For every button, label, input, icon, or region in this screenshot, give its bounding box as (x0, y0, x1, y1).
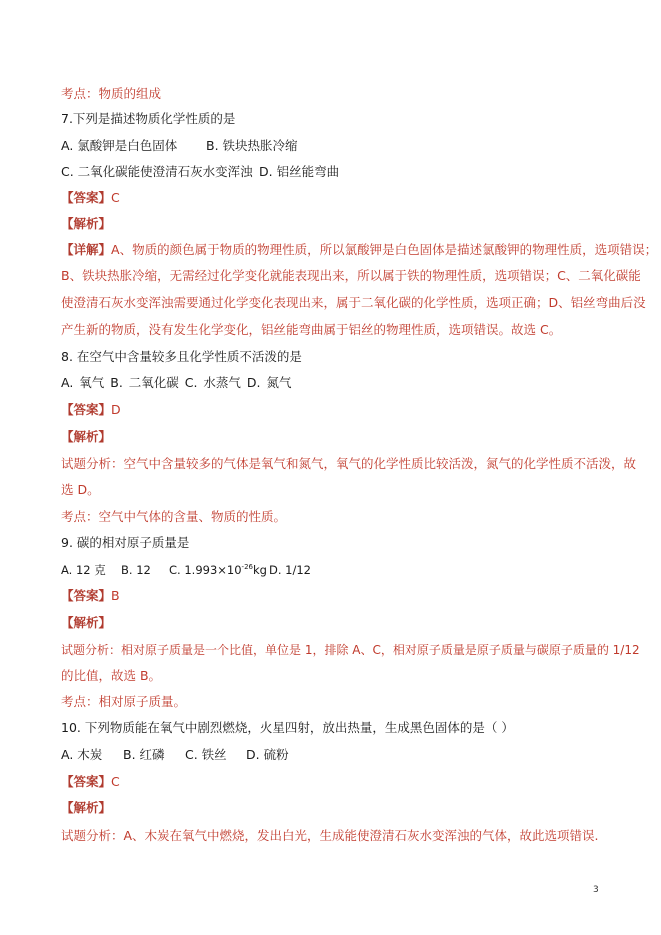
page-number: 3 (593, 885, 599, 895)
q7-option-c: C. 二氧化碳能使澄清石灰水变浑浊 (61, 164, 253, 179)
q7-stem: 7.下列是描述物质化学性质的是 (61, 111, 236, 126)
q10-option-d: D. 硫粉 (246, 747, 289, 762)
kaodian-text: 物质的组成 (98, 86, 162, 101)
q10-option-a: A. 木炭 (61, 747, 103, 762)
q8-analysis-line-2: 选 D。 (61, 482, 100, 497)
q9-option-c-base: C. 1.993×10 (169, 563, 242, 577)
q7-option-d: D. 铝丝能弯曲 (259, 164, 340, 179)
answer-value: D (111, 402, 121, 417)
q8-answer (61, 401, 121, 419)
q7-detail-line-3: 使澄清石灰水变浑浊需要通过化学变化表现出来，属于二氧化碳的化学性质，选项正确；D、铝丝弯曲后没 (61, 295, 646, 310)
q9-option-c-unit: kg (252, 563, 267, 577)
q7-detail-line-2: B、铁块热胀冷缩，无需经过化学变化就能表现出来，所以属于铁的物理性质，选项错误；C、二氧化碳能 (61, 268, 641, 283)
q9-option-a: A. 12 克 (61, 563, 106, 577)
answer-label: 【答案】 (61, 402, 112, 417)
detail-text: A、物质的颜色属于物质的物理性质，所以氯酸钾是白色固体是描述氯酸钾的物理性质，选项错误； (111, 242, 658, 257)
answer-label: 【答案】 (61, 588, 112, 603)
q9-option-c-exponent: -26 (241, 563, 253, 572)
q10-option-b: B. 红磷 (123, 747, 165, 762)
q7-options-row1 (61, 137, 298, 155)
q7-analysis-label: 【解析】 (61, 216, 112, 231)
kaodian-label: 考点： (61, 86, 99, 101)
q10-analysis-label: 【解析】 (61, 800, 112, 815)
q9-stem: 9. 碳的相对原子质量是 (61, 535, 190, 550)
q7-option-b: B. 铁块热胀冷缩 (206, 138, 298, 153)
q9-options (61, 561, 311, 579)
q8-options: A. 氧气 B. 二氧化碳 C. 水蒸气 D. 氮气 (61, 375, 292, 390)
q6-kaodian (61, 85, 161, 103)
q7-detail-line-1 (61, 241, 657, 259)
q8-analysis-line-1: 试题分析：空气中含量较多的气体是氧气和氮气，氧气的化学性质比较活泼，氮气的化学性质不活泼，故 (61, 456, 637, 471)
detail-label: 【详解】 (61, 242, 112, 257)
q9-analysis-label: 【解析】 (61, 615, 112, 630)
q7-answer (61, 189, 120, 207)
answer-value: B (111, 588, 120, 603)
q8-kaodian: 考点：空气中气体的含量、物质的性质。 (61, 509, 287, 524)
q10-option-c: C. 铁丝 (185, 747, 227, 762)
answer-value: C (111, 774, 120, 789)
answer-value: C (111, 190, 120, 205)
q10-analysis-line-1: 试题分析：A、木炭在氧气中燃烧，发出白光，生成能使澄清石灰水变浑浊的气体，故此选项错误. (61, 828, 599, 843)
q8-analysis-label: 【解析】 (61, 429, 112, 444)
q9-analysis-line-2: 的比值，故选 B。 (61, 668, 162, 683)
q10-stem: 10. 下列物质能在氧气中剧烈燃烧，火星四射，放出热量，生成黑色固体的是（ ） (61, 720, 514, 735)
q7-detail-line-4: 产生新的物质，没有发生化学变化，铝丝能弯曲属于铝丝的物理性质，选项错误。故选 C。 (61, 322, 562, 337)
q7-option-a: A. 氯酸钾是白色固体 (61, 138, 178, 153)
q10-answer (61, 773, 120, 791)
q9-option-c (169, 561, 269, 579)
answer-label: 【答案】 (61, 190, 112, 205)
q9-analysis-line-1: 试题分析：相对原子质量是一个比值，单位是 1，排除 A、C，相对原子质量是原子质量与碳原子质量的 1/12 (61, 643, 640, 657)
q8-stem: 8. 在空气中含量较多且化学性质不活泼的是 (61, 349, 302, 364)
answer-label: 【答案】 (61, 774, 112, 789)
q9-option-b: B. 12 (121, 563, 151, 577)
q9-option-d: D. 1/12 (269, 563, 311, 577)
q10-options (61, 746, 289, 764)
q7-options-row2 (61, 163, 339, 181)
q9-answer (61, 587, 120, 605)
q9-kaodian: 考点：相对原子质量。 (61, 694, 187, 709)
